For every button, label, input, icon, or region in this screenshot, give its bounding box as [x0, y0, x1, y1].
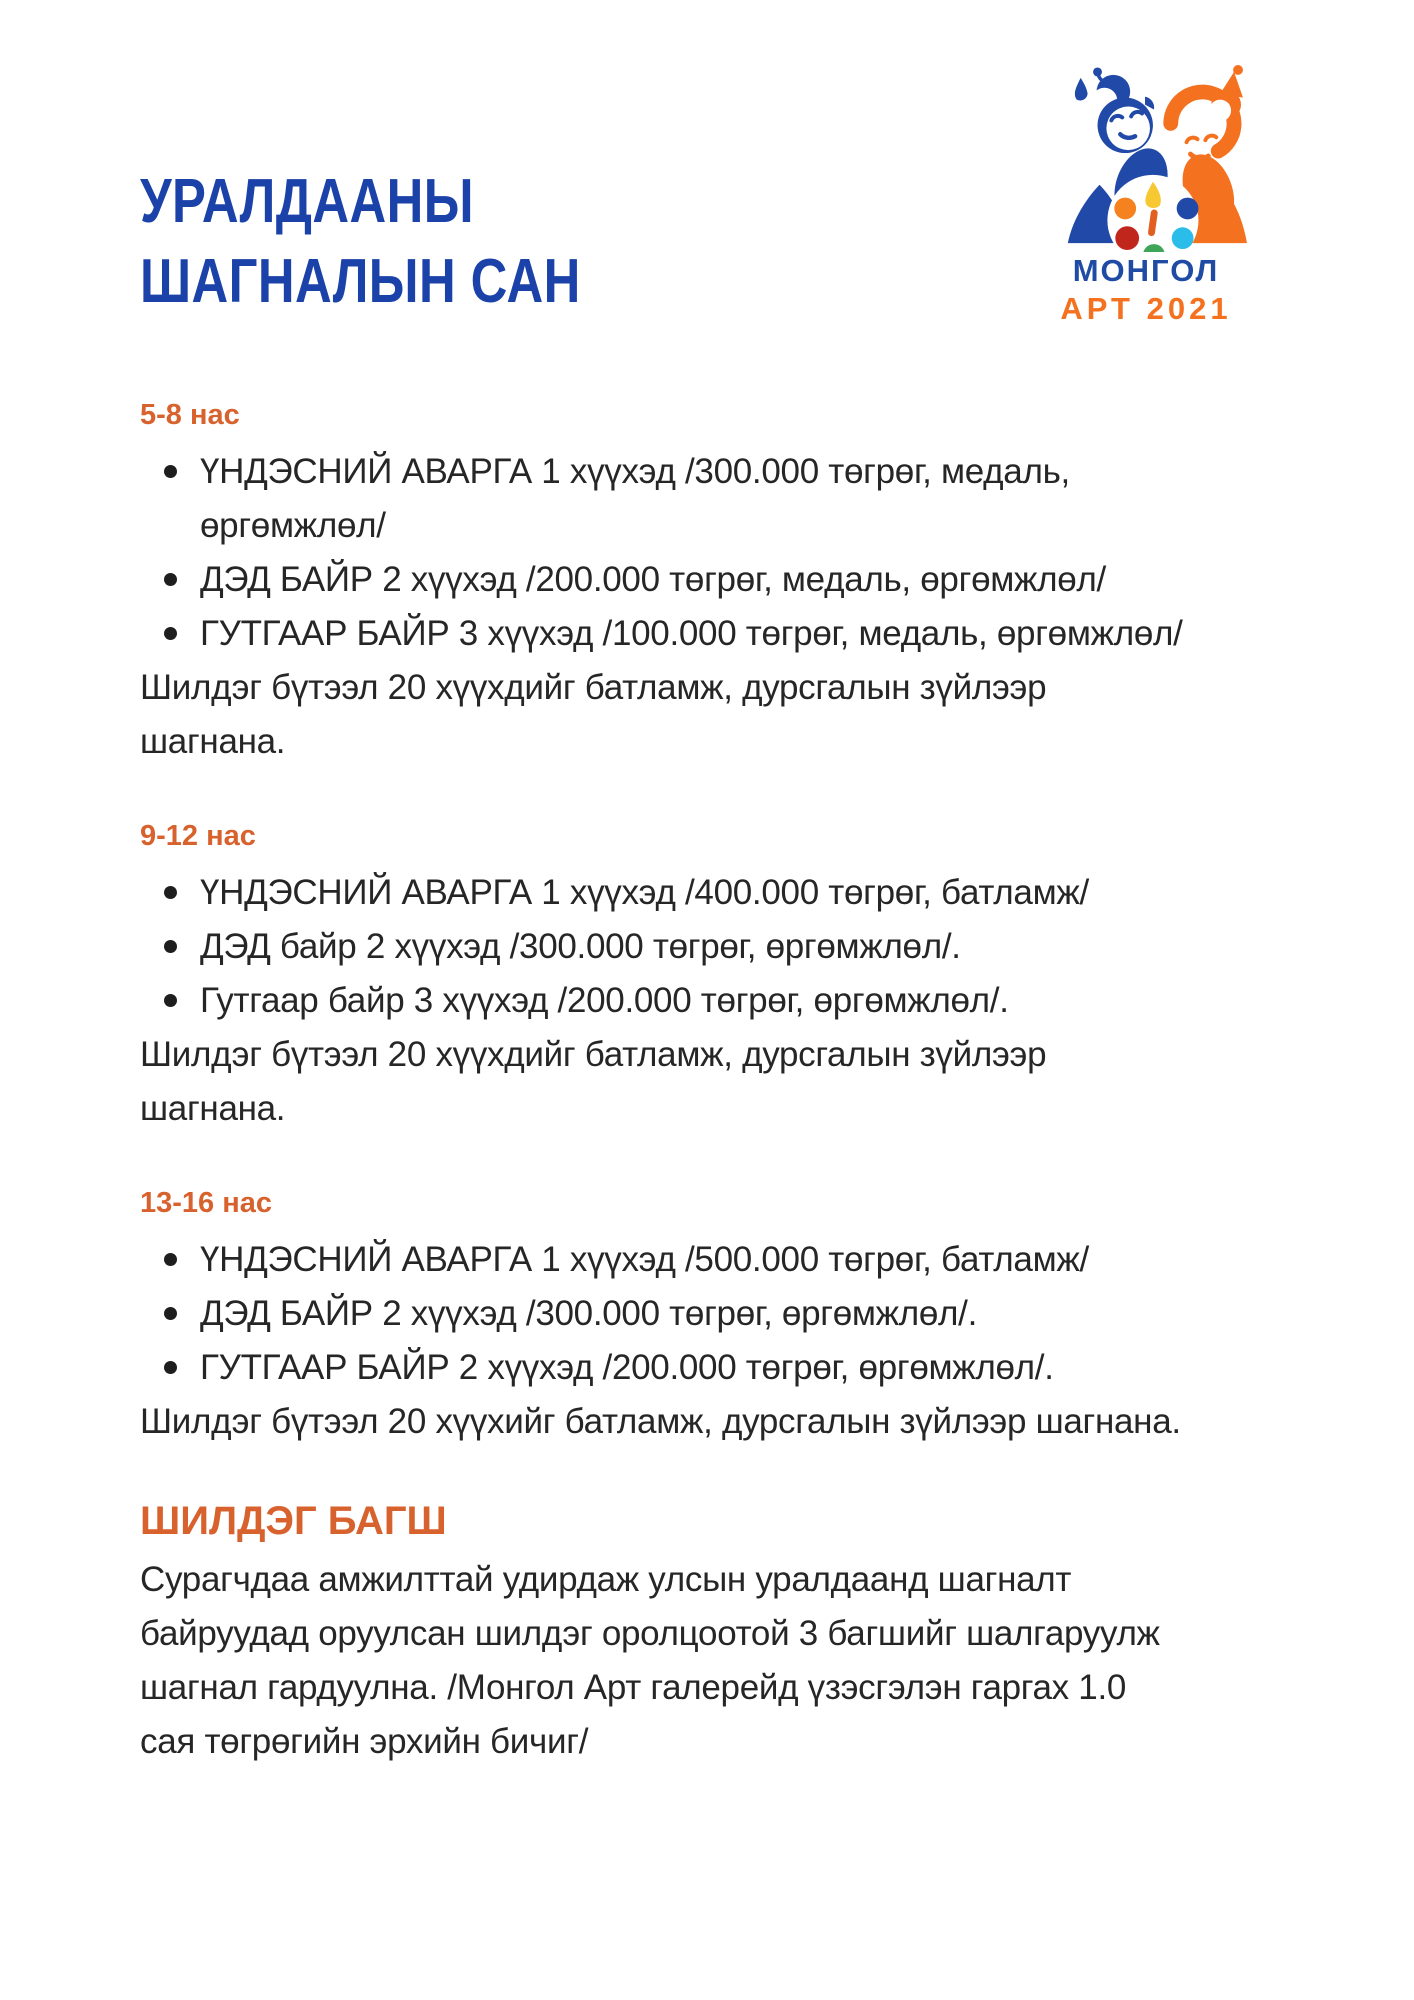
prize-list	[140, 445, 1220, 661]
list-item: ДЭД байр 2 хүүхэд /300.000 төгрөг, өргөмжлөл/.	[140, 920, 1220, 974]
section-note: Шилдэг бүтээл 20 хүүхийг батламж, дурсгалын зүйлээр шагнана.	[140, 1402, 1181, 1441]
section-age-9-12	[140, 819, 1324, 1136]
list-item: ҮНДЭСНИЙ АВАРГА 1 хүүхэд /400.000 төгрөг, батламж/	[140, 866, 1220, 920]
list-item: ГУТГААР БАЙР 2 хүүхэд /200.000 төгрөг, өргөмжлөл/.	[140, 1341, 1220, 1395]
page-title	[140, 162, 1111, 322]
best-teacher-paragraph: Сурагчдаа амжилттай удирдаж улсын уралдаанд шагналт байруудад оруулсан шилдэг оролцоотой 3 багшийг шалгаруулж шагнал гардуулна. /Монгол Арт галерейд үзэсгэлэн гаргах 1.0 сая төгрөгийн эрхийн бичиг/	[140, 1560, 1160, 1761]
prize-list	[140, 866, 1220, 1028]
logo-text-mongol: МОНГОЛ	[1072, 253, 1220, 288]
section-note: Шилдэг бүтээл 20 хүүхдийг батламж, дурсгалын зүйлээр шагнана.	[140, 668, 1047, 761]
section-heading: 9-12 нас	[140, 820, 256, 852]
list-item: Гутгаар байр 3 хүүхэд /200.000 төгрөг, өргөмжлөл/.	[140, 974, 1220, 1028]
best-teacher-heading: ШИЛДЭГ БАГШ	[140, 1499, 447, 1543]
section-note: Шилдэг бүтээл 20 хүүхдийг батламж, дурсгалын зүйлээр шагнана.	[140, 1035, 1047, 1128]
list-item: ҮНДЭСНИЙ АВАРГА 1 хүүхэд /500.000 төгрөг, батламж/	[140, 1233, 1220, 1287]
list-item: ГУТГААР БАЙР 3 хүүхэд /100.000 төгрөг, медаль, өргөмжлөл/	[140, 607, 1220, 661]
list-item: ДЭД БАЙР 2 хүүхэд /200.000 төгрөг, медаль, өргөмжлөл/	[140, 553, 1220, 607]
list-item: ҮНДЭСНИЙ АВАРГА 1 хүүхэд /300.000 төгрөг, медаль, өргөмжлөл/	[140, 445, 1220, 553]
list-item: ДЭД БАЙР 2 хүүхэд /300.000 төгрөг, өргөмжлөл/.	[140, 1287, 1220, 1341]
page-title-line1: УРАЛДААНЫ	[140, 167, 474, 236]
logo-text-art-2021: АРТ 2021	[1060, 291, 1232, 326]
section-age-5-8	[140, 398, 1324, 769]
section-best-teacher	[140, 1497, 1324, 1769]
page-title-line2: ШАГНАЛЫН САН	[140, 247, 581, 316]
section-heading: 5-8 нас	[140, 399, 240, 431]
section-age-13-16	[140, 1186, 1324, 1449]
prize-list	[140, 1233, 1220, 1395]
section-heading: 13-16 нас	[140, 1187, 273, 1219]
